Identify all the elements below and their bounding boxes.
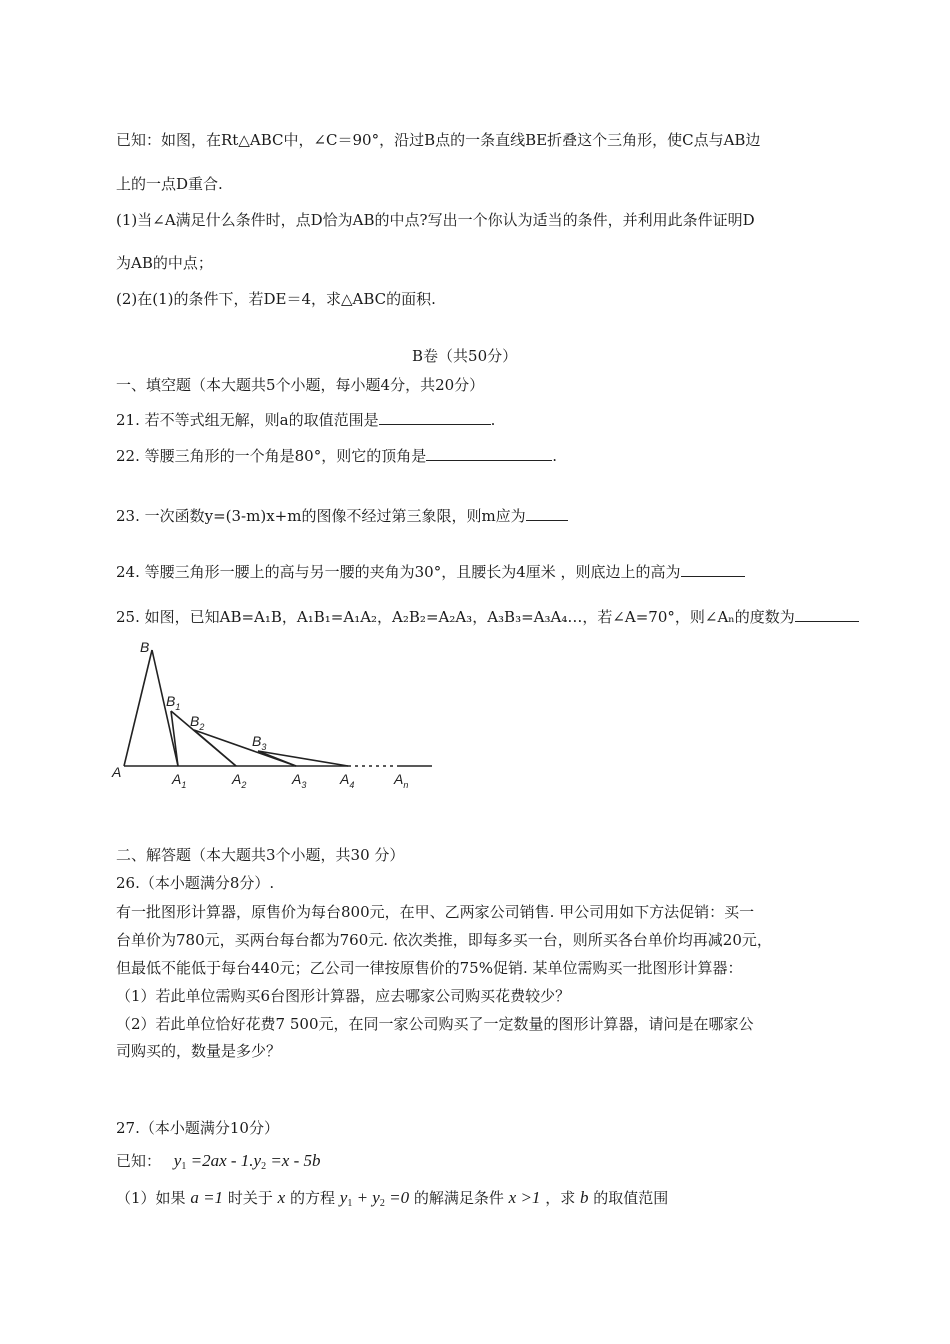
question-23-text: 23. 一次函数y=(3-m)x+m的图像不经过第三象限，则m应为 xyxy=(116,507,526,525)
question-26-line-3: 但最低不能低于每台440元；乙公司一律按原售价的75%促销. 某单位需购买一批图形计算器： xyxy=(116,959,743,977)
question-25-text: 25. 如图，已知AB=A₁B，A₁B₁=A₁A₂，A₂B₂=A₂A₃，A₃B₃=A₃A₄…，若∠A=70°，则∠Aₙ的度数为 xyxy=(116,608,795,626)
answer-blank-25 xyxy=(795,607,859,622)
question-26-sub-2-line-1: （2）若此单位恰好花费7 500元，在同一家公司购买了一定数量的图形计算器，请问是在哪家公 xyxy=(116,1015,754,1033)
answer-blank-21 xyxy=(379,410,491,425)
question-23 xyxy=(116,506,568,526)
question-26-line-2: 台单价为780元，买两台每台都为760元. 依次类推，即每多买一台，则所买各台单价均再减20元， xyxy=(116,931,772,949)
question-27-sub1-part-a: （1）如果 xyxy=(116,1189,186,1207)
question-27-sub1-part-d: 的解满足条件 xyxy=(413,1189,504,1207)
formula-y1-y2: $y_1 =2ax - 1.y_2 =x - 5b$ xyxy=(173,1151,321,1172)
answer-blank-24 xyxy=(681,562,745,577)
question-27-sub1-part-c: 的方程 xyxy=(289,1189,335,1207)
question-22-end: . xyxy=(552,447,557,465)
label-B1: $B_1$ xyxy=(166,693,181,712)
intro-line-1: 已知：如图，在Rt△ABC中，∠C＝90°，沿过B点的一条直线BE折叠这个三角形，使C点与AB边 xyxy=(116,131,761,149)
label-A2: $A_2$ xyxy=(232,771,247,790)
question-21 xyxy=(116,410,495,430)
segment-A3-B3 xyxy=(258,751,296,766)
formula-condition: x >1 xyxy=(508,1188,541,1207)
label-B2: $B_2$ xyxy=(190,713,205,732)
question-27-sub1-part-b: 时关于 xyxy=(227,1189,273,1207)
formula-equation: $y_1 + y_2 =0$ xyxy=(339,1188,410,1209)
formula-a-equals-1: a =1 xyxy=(190,1188,224,1207)
question-21-text: 21. 若不等式组无解，则a的取值范围是 xyxy=(116,411,379,429)
label-B: B xyxy=(140,639,150,655)
question-26-sub-1: （1）若此单位需购买6台图形计算器，应去哪家公司购买花费较少？ xyxy=(116,987,571,1005)
answer-blank-22 xyxy=(426,446,552,461)
question-27-title: 27.（本小题满分10分） xyxy=(116,1119,279,1137)
question-27-sub1-part-e: ，求 xyxy=(545,1189,576,1207)
question-21-end: . xyxy=(490,411,496,429)
question-22-text: 22. 等腰三角形的一个角是80°，则它的顶角是 xyxy=(116,447,427,465)
segment-B3-A4 xyxy=(258,751,348,766)
part1-heading: 一、填空题（本大题共5个小题，每小题4分，共20分） xyxy=(116,376,485,394)
question-26-sub-2-line-2: 司购买的，数量是多少？ xyxy=(116,1042,282,1060)
question-26-line-1: 有一批图形计算器，原售价为每台800元，在甲、乙两家公司销售. 甲公司用如下方法促销：买一 xyxy=(116,903,755,921)
label-A: A xyxy=(112,764,122,780)
segment-A2-B2 xyxy=(194,730,236,766)
question-26-title: 26.（本小题满分8分）. xyxy=(116,874,275,892)
intro-q1-line-2: 为AB的中点； xyxy=(116,254,213,272)
question-25 xyxy=(116,607,859,627)
question-27-sub-1 xyxy=(116,1188,668,1214)
label-B3: $B_3$ xyxy=(252,733,267,752)
segment-A-B xyxy=(124,650,152,766)
intro-line-2: 上的一点D重合. xyxy=(116,175,223,193)
question-27-given-label: 已知： xyxy=(116,1152,162,1170)
section-b-title: B卷（共50分） xyxy=(412,347,518,365)
triangle-figure xyxy=(108,636,438,796)
formula-x: x xyxy=(277,1188,286,1207)
question-24 xyxy=(116,562,745,582)
intro-q1-line-1: (1)当∠A满足什么条件时，点D恰为AB的中点?写出一个你认为适当的条件，并利用此条件证明D xyxy=(116,211,755,229)
label-An: $A_n$ xyxy=(394,771,409,790)
question-27-sub1-part-f: 的取值范围 xyxy=(593,1189,669,1207)
question-27-given xyxy=(116,1151,321,1177)
part2-heading: 二、解答题（本大题共3个小题，共30 分） xyxy=(116,846,405,864)
intro-q2: (2)在(1)的条件下，若DE＝4，求△ABC的面积. xyxy=(116,290,436,308)
question-24-text: 24. 等腰三角形一腰上的高与另一腰的夹角为30°，且腰长为4厘米 ，则底边上的高为 xyxy=(116,563,681,581)
question-22 xyxy=(116,446,557,466)
label-A1: $A_1$ xyxy=(172,771,187,790)
answer-blank-23 xyxy=(526,506,568,521)
formula-b: b xyxy=(580,1188,589,1207)
label-A4: $A_4$ xyxy=(340,771,355,790)
label-A3: $A_3$ xyxy=(292,771,307,790)
